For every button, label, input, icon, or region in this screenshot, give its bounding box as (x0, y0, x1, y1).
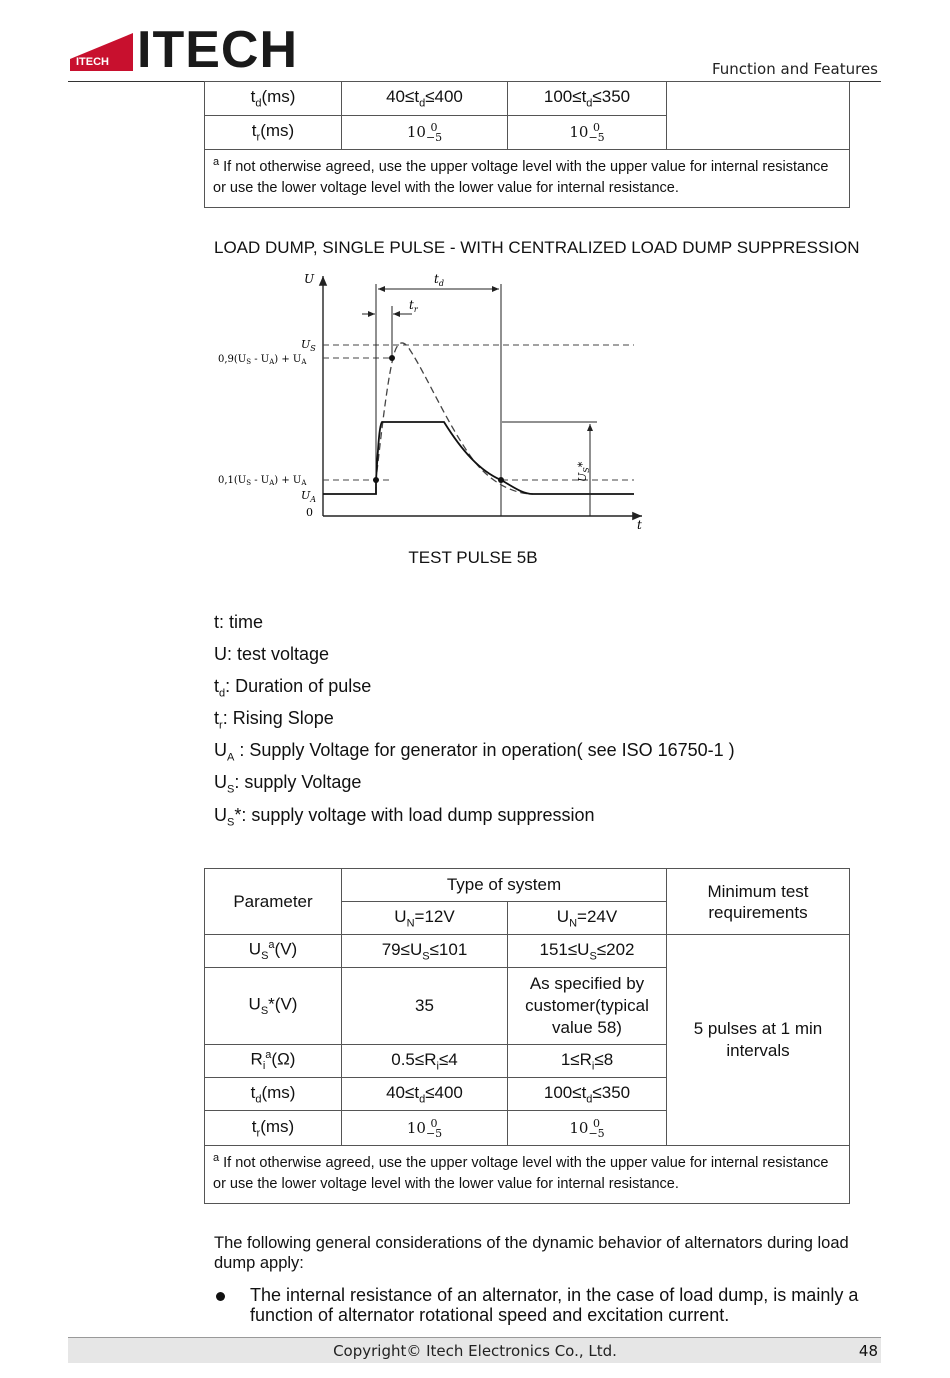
value-cell: $100\le t_d\le 350$ (508, 1078, 667, 1111)
value-cell: 10 0 −5 (342, 116, 508, 150)
legend-item: U: test voltage (214, 644, 330, 664)
header-un24: $U_N=24V$ (508, 902, 667, 935)
axis-t-label: t (637, 518, 642, 532)
param-cell: $t_r(ms)$ (205, 116, 342, 150)
header-minimum: Minimum test requirements (667, 869, 850, 935)
logo-small-text: ITECH (76, 56, 109, 68)
point-01-fall (498, 477, 504, 483)
unsuppressed-pulse (376, 343, 533, 494)
level-09-label: $0,9(U_S - U_A) + U_A$ (218, 354, 307, 366)
value-cell: 35 (342, 968, 508, 1045)
table-row (205, 82, 850, 116)
footer-copyright: Copyright© Itech Electronics Co., Ltd. (333, 1342, 617, 1360)
legend-item: $t_r$: Rising Slope (214, 708, 334, 732)
value-cell: $1\le R_i\le 8$ (508, 1045, 667, 1078)
value-cell: 10 0 −5 (508, 1111, 667, 1146)
suppressed-pulse (323, 422, 634, 494)
body-paragraph: The following general considerations of the dynamic behavior of alternators during load dump apply: (214, 1234, 849, 1272)
value-cell: $40\le t_d\le 400$ (342, 82, 508, 116)
value-cell: $79\le U_S\le 101$ (342, 935, 508, 968)
ua-label: $U_A$ (301, 489, 317, 504)
legend-item: $U_S$: supply Voltage (214, 772, 362, 796)
td-label: $t_d$ (434, 272, 444, 288)
figure-caption: TEST PULSE 5B (408, 548, 538, 567)
bullet-dot (216, 1292, 225, 1301)
param-cell: $R_i^a(\Omega)$ (205, 1045, 342, 1078)
us-label: $U_S$ (301, 338, 316, 353)
table-row (205, 935, 850, 968)
level-01-label: $0,1(U_S - U_A) + U_A$ (218, 475, 307, 487)
value-cell: $0.5\le R_i\le 4$ (342, 1045, 508, 1078)
usstar-label: $U_S*$ (576, 461, 591, 482)
value-cell: As specified by customer(typical value 58) (508, 968, 667, 1045)
section-heading: LOAD DUMP, SINGLE PULSE - WITH CENTRALIZED LOAD DUMP SUPPRESSION (214, 238, 860, 257)
axis-u-label: U (304, 272, 315, 286)
table-note: $^a$ If not otherwise agreed, use the upper voltage level with the upper value for internal resistance or use the lower voltage level with the lower value for internal resistance. (205, 1146, 850, 1204)
section-title: Function and Features (711, 60, 878, 78)
load-dump-figure (212, 266, 652, 536)
zero-label: 0 (306, 506, 313, 519)
value-cell: $151\le U_S\le 202$ (508, 935, 667, 968)
header-un12: $U_N=12V$ (342, 902, 508, 935)
header-type-of-system: Type of system (342, 869, 667, 902)
value-cell: $100\le t_d\le 350$ (508, 82, 667, 116)
legend-item: $U_A$ : Supply Voltage for generator in operation( see ISO 16750-1 ) (214, 740, 735, 764)
table-note: $^a$ If not otherwise agreed, use the upper voltage level with the upper value for internal resistance or use the lower voltage level with the lower value for internal resistance. (205, 150, 850, 208)
minimum-requirement-cell: 5 pulses at 1 min intervals (667, 935, 850, 1146)
empty-cell (667, 82, 850, 150)
header-parameter: Parameter (205, 869, 342, 935)
page-number: 48 (858, 1342, 878, 1360)
bullet-text: The internal resistance of an alternator, in the case of load dump, is mainly a function of alternator rotational speed and excitation current. (250, 1285, 859, 1325)
param-cell: $t_d(ms)$ (205, 82, 342, 116)
point-09 (389, 355, 395, 361)
param-cell: $t_r(ms)$ (205, 1111, 342, 1146)
value-cell: $40\le t_d\le 400$ (342, 1078, 508, 1111)
legend-item: $t_d$: Duration of pulse (214, 676, 372, 700)
logo-mark (70, 33, 133, 71)
top-spec-table (204, 81, 850, 208)
point-01-rise (373, 477, 379, 483)
table-row (205, 1146, 850, 1204)
param-cell: $U_S^a(V)$ (205, 935, 342, 968)
logo-wordmark: ITECH (137, 21, 298, 79)
tr-label: $t_r$ (409, 298, 418, 314)
main-spec-table (204, 868, 850, 1204)
table-header-row (205, 869, 850, 902)
value-cell: 10 0 −5 (508, 116, 667, 150)
legend-item: t: time (214, 612, 264, 632)
value-cell: 10 0 −5 (342, 1111, 508, 1146)
param-cell: $U_S*(V)$ (205, 968, 342, 1045)
table-row (205, 150, 850, 208)
param-cell: $t_d(ms)$ (205, 1078, 342, 1111)
legend-item: $U_S*$: supply voltage with load dump suppression (214, 805, 595, 829)
